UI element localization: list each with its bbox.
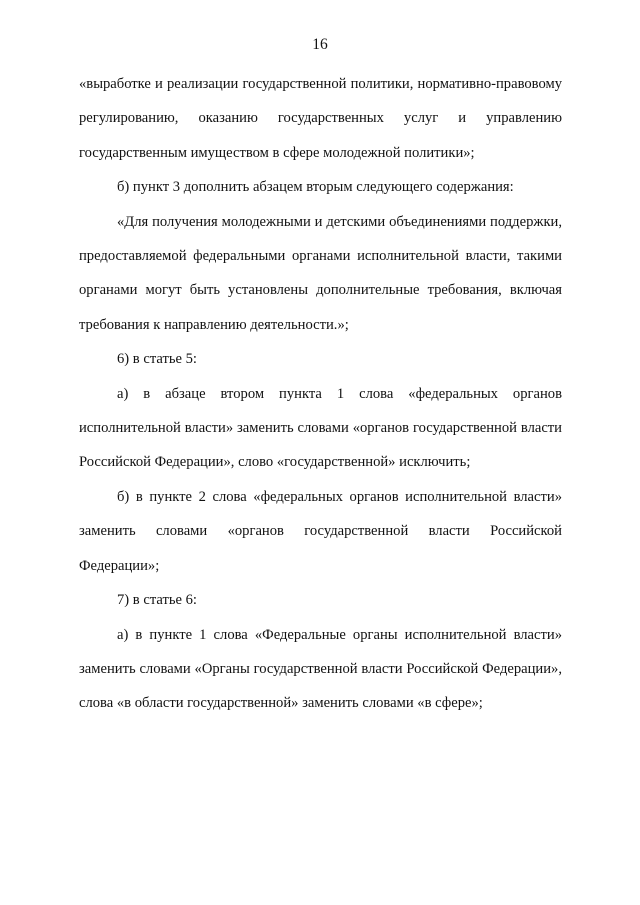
- paragraph-item-6-a: а) в абзаце втором пункта 1 слова «федеральных органов исполнительной власти» заменить словами «органов государственной власти Российской Федерации», слово «государственной» исключить;: [79, 385, 562, 471]
- paragraph-continuation: «выработке и реализации государственной политики, нормативно-правовому регулированию, оказанию государственных услуг и управлению государственным имуществом в сфере молодежной политики»;: [79, 76, 562, 161]
- paragraph-item-7-a: а) в пункте 1 слова «Федеральные органы исполнительной власти» заменить словами «Органы государственной власти Российской Федерации», слова «в области государственной» заменить словами «в сфере»;: [79, 626, 562, 712]
- paragraph-quoted-addition: «Для получения молодежными и детскими объединениями поддержки, предоставляемой федеральными органами исполнительной власти, такими органами могут быть установлены дополнительные требования, включая требования к направлению деятельности.»;: [79, 213, 562, 333]
- page-number: 16: [312, 36, 328, 53]
- paragraph-item-6-heading: 6) в статье 5:: [117, 351, 197, 368]
- paragraph-item-7-heading: 7) в статье 6:: [117, 592, 197, 609]
- paragraph-amendment-b-point-3: б) пункт 3 дополнить абзацем вторым следующего содержания:: [117, 179, 514, 196]
- document-body: [79, 67, 562, 721]
- paragraph-item-6-b: б) в пункте 2 слова «федеральных органов исполнительной власти» заменить словами «органов государственной власти Российской Федерации»;: [79, 488, 562, 574]
